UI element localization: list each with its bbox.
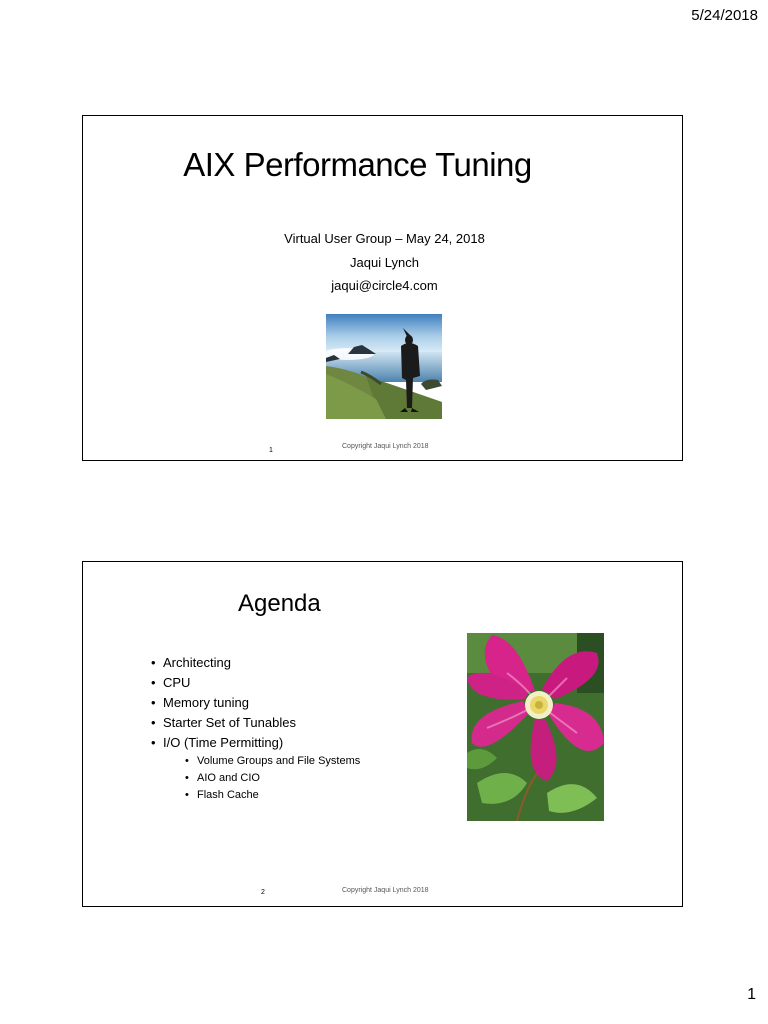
sub-list <box>163 753 360 804</box>
slide-number: 1 <box>269 447 273 454</box>
list-item: • Starter Set of Tunables <box>151 713 360 733</box>
list-item-label: I/O (Time Permitting) <box>163 735 284 750</box>
copyright-footer: Copyright Jaqui Lynch 2018 <box>342 443 429 450</box>
coastal-photo <box>326 314 442 419</box>
sub-list-item: • Flash Cache <box>185 787 360 804</box>
page-date: 5/24/2018 <box>691 7 758 24</box>
slide-2 <box>82 561 683 907</box>
author-name: Jaqui Lynch <box>350 255 419 270</box>
author-email: jaqui@circle4.com <box>331 278 438 293</box>
clematis-photo <box>467 633 604 821</box>
slide-title: AIX Performance Tuning <box>183 146 532 183</box>
list-item <box>151 733 360 804</box>
sub-list-item: • Volume Groups and File Systems <box>185 753 360 770</box>
slide-title: Agenda <box>238 590 321 617</box>
agenda-list <box>151 653 360 804</box>
list-item: • Architecting <box>151 653 360 673</box>
list-item: • Memory tuning <box>151 693 360 713</box>
list-item: • CPU <box>151 673 360 693</box>
event-line: Virtual User Group – May 24, 2018 <box>284 231 485 246</box>
slide-number: 2 <box>261 889 265 896</box>
page-number: 1 <box>747 986 756 1003</box>
copyright-footer: Copyright Jaqui Lynch 2018 <box>342 887 429 894</box>
slide-1 <box>82 115 683 461</box>
sub-list-item: • AIO and CIO <box>185 770 360 787</box>
